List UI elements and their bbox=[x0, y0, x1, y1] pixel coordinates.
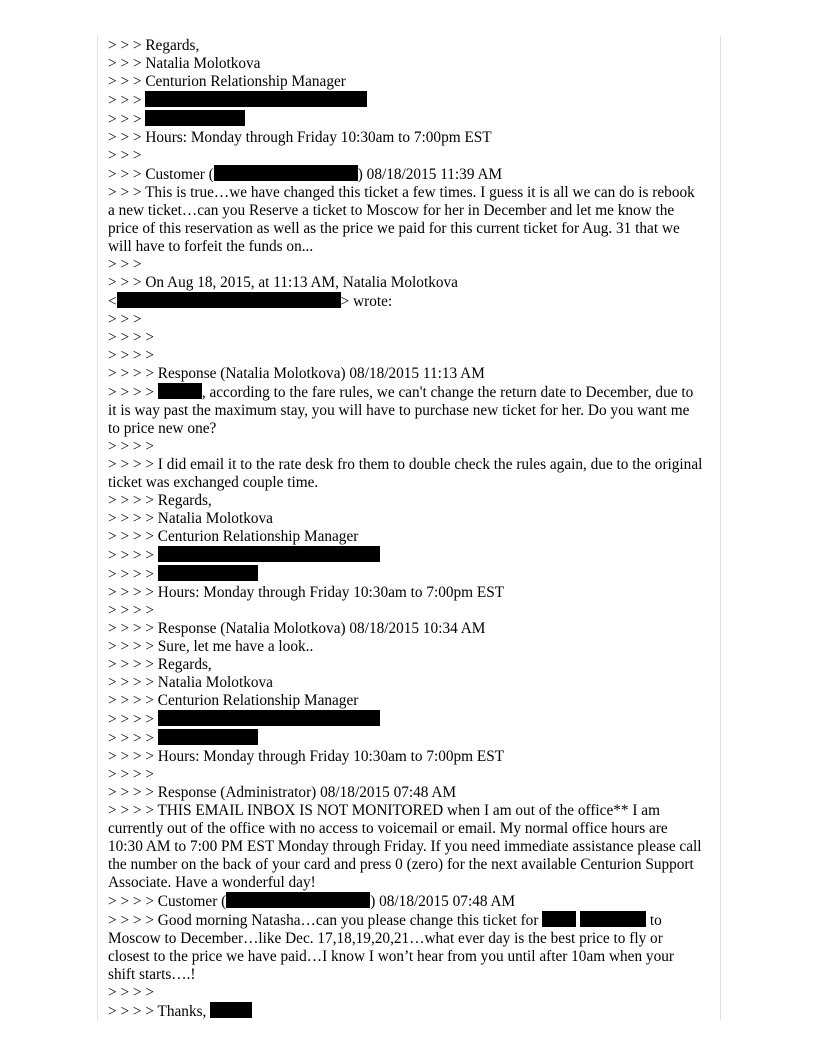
email-line bbox=[108, 347, 704, 365]
email-line bbox=[108, 510, 704, 528]
email-line bbox=[108, 184, 704, 256]
email-line bbox=[108, 91, 704, 110]
line-text: > > > > bbox=[108, 438, 154, 455]
email-line bbox=[108, 638, 704, 656]
email-line bbox=[108, 292, 704, 311]
email-line bbox=[108, 748, 704, 766]
email-line bbox=[108, 438, 704, 456]
email-line bbox=[108, 492, 704, 510]
redaction-bar bbox=[117, 292, 341, 308]
line-text: > > > > Response (Administrator) 08/18/2015 07:48 AM bbox=[108, 784, 457, 801]
email-line bbox=[108, 274, 704, 292]
line-text: > > > > bbox=[108, 329, 154, 346]
line-text: > > > Regards, bbox=[108, 37, 200, 54]
email-line bbox=[108, 692, 704, 710]
line-text: > > > Hours: Monday through Friday 10:30am to 7:00pm EST bbox=[108, 129, 492, 146]
line-text: > > > > Good morning Natasha…can you please change this ticket for bbox=[108, 912, 543, 929]
email-line bbox=[108, 656, 704, 674]
email-line bbox=[108, 329, 704, 347]
email-line bbox=[108, 37, 704, 55]
redaction-bar bbox=[158, 383, 202, 399]
email-line bbox=[108, 584, 704, 602]
line-text: > > > bbox=[108, 256, 142, 273]
line-text: > > > bbox=[108, 311, 142, 328]
email-line bbox=[108, 165, 704, 184]
line-text: > > > > Centurion Relationship Manager bbox=[108, 692, 359, 709]
email-line bbox=[108, 911, 704, 984]
email-line bbox=[108, 892, 704, 911]
line-text: > > > > bbox=[108, 766, 154, 783]
email-line bbox=[108, 129, 704, 147]
line-text: > > > > Hours: Monday through Friday 10:30am to 7:00pm EST bbox=[108, 584, 505, 601]
email-line bbox=[108, 602, 704, 620]
line-text: > > > > Thanks, bbox=[108, 1003, 211, 1020]
email-line bbox=[108, 766, 704, 784]
line-text: > > > > bbox=[108, 711, 158, 728]
line-text: > > > This is true…we have changed this ticket a few times. I guess it is all we can do is rebook a new ticket…can you Reserve a ticket to Moscow for her in December and let me know the price of this reservation as well as the price we paid for this current ticket for Aug. 31 that we will have to forfeit the funds on... bbox=[108, 184, 699, 255]
line-text: > > > > Response (Natalia Molotkova) 08/18/2015 11:13 AM bbox=[108, 365, 485, 382]
email-line bbox=[108, 802, 704, 892]
line-text: > > > > Customer ( bbox=[108, 893, 227, 910]
line-text: > > > > Natalia Molotkova bbox=[108, 674, 273, 691]
line-text: ) 08/18/2015 07:48 AM bbox=[370, 893, 516, 910]
email-line bbox=[108, 546, 704, 565]
line-text: > > > > bbox=[108, 602, 154, 619]
line-text: > > > > bbox=[108, 384, 158, 401]
line-text: > wrote: bbox=[340, 293, 393, 310]
email-line bbox=[108, 256, 704, 274]
line-text: > > > > Hours: Monday through Friday 10:30am to 7:00pm EST bbox=[108, 748, 505, 765]
email-line bbox=[108, 1002, 704, 1021]
email-line bbox=[108, 110, 704, 129]
email-line bbox=[108, 674, 704, 692]
redaction-bar bbox=[158, 729, 258, 745]
line-text: > > > > Regards, bbox=[108, 492, 212, 509]
redaction-bar bbox=[210, 1002, 252, 1018]
line-text: > > > > bbox=[108, 984, 154, 1001]
redaction-bar bbox=[145, 91, 367, 107]
redaction-bar bbox=[542, 911, 576, 927]
line-text: > > > On Aug 18, 2015, at 11:13 AM, Natalia Molotkova bbox=[108, 274, 458, 291]
line-text: > > > > Centurion Relationship Manager bbox=[108, 528, 359, 545]
line-text: > > > > Natalia Molotkova bbox=[108, 510, 273, 527]
redaction-bar bbox=[158, 710, 380, 726]
email-line bbox=[108, 383, 704, 438]
line-text: > > > bbox=[108, 147, 142, 164]
email-line bbox=[108, 565, 704, 584]
email-line bbox=[108, 710, 704, 729]
email-line bbox=[108, 620, 704, 638]
line-text: > > > > Response (Natalia Molotkova) 08/18/2015 10:34 AM bbox=[108, 620, 486, 637]
line-text: > > > > bbox=[108, 730, 158, 747]
redaction-bar bbox=[226, 892, 370, 908]
redaction-bar bbox=[145, 110, 245, 126]
line-text: to Moscow to December…like Dec. 17,18,19,20,21…what ever day is the best price to fly or closest to the price we have paid…I know I won’t hear from you until after 10am when your shift starts….! bbox=[108, 912, 678, 983]
line-text: > > > Natalia Molotkova bbox=[108, 55, 261, 72]
line-text: > > > > bbox=[108, 347, 154, 364]
email-line bbox=[108, 729, 704, 748]
redaction-bar bbox=[158, 546, 380, 562]
line-text: > > > > I did email it to the rate desk fro them to double check the rules again, due to the original ticket was exchanged couple time. bbox=[108, 456, 707, 491]
email-line bbox=[108, 456, 707, 492]
line-text: > > > bbox=[108, 92, 146, 109]
line-text: > > > > Regards, bbox=[108, 656, 212, 673]
line-text: ) 08/18/2015 11:39 AM bbox=[357, 166, 503, 183]
email-line bbox=[108, 73, 704, 91]
line-text: > > > Customer ( bbox=[108, 166, 214, 183]
line-text: > > > > bbox=[108, 566, 158, 583]
email-line bbox=[108, 365, 704, 383]
redaction-bar bbox=[158, 565, 258, 581]
email-line bbox=[108, 147, 704, 165]
redaction-bar bbox=[214, 165, 358, 181]
redaction-bar bbox=[580, 911, 646, 927]
email-line bbox=[108, 528, 704, 546]
line-text: , according to the fare rules, we can't change the return date to December, due to it is way past the maximum stay, you will have to purchase new ticket for her. Do you want me to price new one? bbox=[108, 384, 698, 437]
email-line bbox=[108, 55, 704, 73]
email-line bbox=[108, 311, 704, 329]
line-text: > > > bbox=[108, 111, 146, 128]
line-text: > > > Centurion Relationship Manager bbox=[108, 73, 346, 90]
line-text: > > > > THIS EMAIL INBOX IS NOT MONITORED when I am out of the office** I am currently out of the office with no access to voicemail or email. My normal office hours are 10:30 AM to 7:00 PM EST Monday through Friday. If you need immediate assistance please call the number on the back of your card and press 0 (zero) for the next available Centurion Support Associate. Have a wonderful day! bbox=[108, 802, 706, 891]
line-text: > > > > bbox=[108, 547, 158, 564]
email-thread-body bbox=[108, 37, 707, 1021]
email-line bbox=[108, 784, 704, 802]
line-text: < bbox=[108, 293, 117, 310]
line-text: > > > > Sure, let me have a look.. bbox=[108, 638, 314, 655]
email-line bbox=[108, 984, 704, 1002]
